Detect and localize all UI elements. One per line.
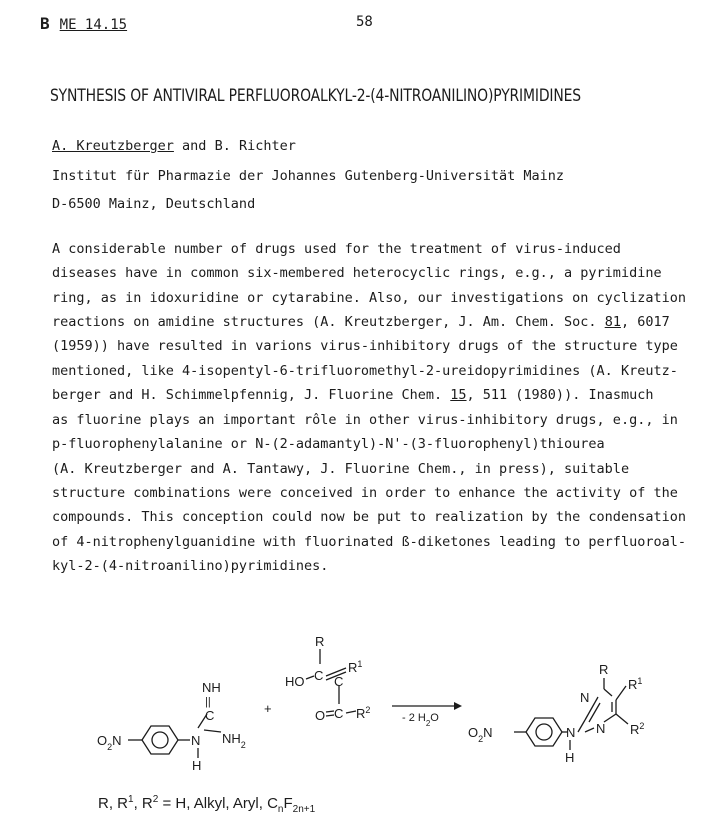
- body-line: (A. Kreutzberger and A. Tantawy, J. Fluorine Chem., in press), suitable: [52, 461, 630, 477]
- body-line: as fluorine plays an important rôle in other virus-inhibitory drugs, e.g., in: [52, 412, 678, 428]
- body-text: berger and H. Schimmelpfennig, J. Fluorine Chem.: [52, 387, 451, 403]
- guanidine-n-label: N: [191, 733, 201, 748]
- body-line: compounds. This conception could now be put to realization by the condensation: [52, 509, 686, 525]
- body-line: A considerable number of drugs used for the treatment of virus-induced: [52, 241, 621, 257]
- subst-f: F: [283, 795, 293, 812]
- product-nitro-label: [468, 725, 493, 744]
- condition-text: - 2 H: [402, 712, 426, 724]
- product-nh-n-label: N: [566, 725, 576, 740]
- diketone-r2-label: [356, 705, 370, 721]
- atom-o: O: [97, 733, 108, 748]
- author-first: A. Kreutzberger: [52, 138, 174, 154]
- r-text: R: [628, 677, 638, 692]
- nh-text: NH: [222, 731, 241, 746]
- amine-nh2-label: [222, 731, 246, 750]
- body-line: structure combinations were conceived in order to enhance the activity of the: [52, 485, 678, 501]
- carbonyl-o-label: O: [315, 708, 326, 723]
- body-text: , 6017: [620, 314, 670, 330]
- diketone-r1-label: [348, 659, 362, 675]
- arrow-head-icon: [454, 702, 462, 710]
- imine-nh-label: NH: [202, 680, 221, 695]
- nitro-group-label: [97, 733, 122, 752]
- arrow-condition-label: [402, 712, 439, 728]
- r-text: R: [356, 706, 366, 721]
- subst-sup2: 2: [152, 794, 159, 805]
- subscript-2: 2: [478, 734, 484, 744]
- body-line: diseases have in common six-membered heterocyclic rings, e.g., a pyrimidine: [52, 265, 662, 281]
- body-line: mentioned, like 4-isopentyl-6-trifluoromethyl-2-ureidopyrimidines (A. Kreutz-: [52, 363, 678, 379]
- carbonyl-carbon-label: C: [334, 706, 344, 721]
- superscript-2: 2: [365, 705, 371, 715]
- substituent-definition: [98, 794, 315, 815]
- subst-comma: , R: [133, 795, 153, 812]
- author-joiner: and: [173, 138, 215, 154]
- body-line: of 4-nitrophenylguanidine with fluorinated ß-diketones leading to perfluoroal-: [52, 534, 686, 550]
- author-second: B. Richter: [214, 138, 296, 154]
- superscript-2: 2: [639, 721, 645, 731]
- product-r1-label: [628, 676, 642, 692]
- ring-n-top-label: N: [580, 690, 590, 705]
- superscript-1: 1: [637, 676, 643, 686]
- volume-number: 81: [604, 314, 621, 330]
- product-r-label: R: [599, 662, 609, 677]
- body-line: ring, as in idoxuridine or cytarabine. Also, our investigations on cyclization: [52, 290, 686, 306]
- paper-title: SYNTHESIS OF ANTIVIRAL PERFLUOROALKYL-2-(4-NITROANILINO)PYRIMIDINES: [50, 86, 581, 106]
- body-line: kyl-2-(4-nitroanilino)pyrimidines.: [52, 558, 329, 574]
- r-text: R: [630, 722, 640, 737]
- condition-o: O: [430, 712, 439, 724]
- subst-values: = H, Alkyl, Aryl, C: [158, 795, 278, 812]
- product-h-label: H: [565, 750, 575, 765]
- enol-carbon-label: C: [314, 668, 324, 683]
- subst-sup1: 1: [128, 794, 134, 805]
- guanidine-h-label: H: [192, 758, 202, 773]
- atom-o: O: [468, 725, 479, 740]
- atom-n: N: [483, 725, 493, 740]
- double-bond-mark: ||: [205, 696, 211, 708]
- subst-r: R, R: [98, 795, 128, 812]
- header-letter: B: [40, 14, 50, 33]
- r-text: R: [348, 660, 358, 675]
- hydroxyl-label: HO: [285, 674, 305, 689]
- atom-n: N: [112, 733, 122, 748]
- page-number: 58: [356, 14, 373, 30]
- affiliation-line-1: Institut für Pharmazie der Johannes Gutenberg-Universität Mainz: [52, 168, 565, 184]
- body-text: reactions on amidine structures (A. Kreutzberger, J. Am. Chem. Soc.: [52, 314, 605, 330]
- header-code: ME 14.15: [59, 17, 128, 33]
- ring-n-bottom-label: N: [596, 721, 606, 736]
- product-r2-label: [630, 721, 644, 737]
- guanidine-carbon-label: C: [205, 708, 215, 723]
- subst-sub-2n1: 2n+1: [292, 804, 316, 815]
- subscript-2: 2: [107, 742, 113, 752]
- volume-number: 15: [450, 387, 467, 403]
- central-carbon-label: C: [334, 674, 344, 689]
- subscript-2: 2: [240, 740, 246, 750]
- body-line: p-fluorophenylalanine or N-(2-adamantyl)-N'-(3-fluorophenyl)thiourea: [52, 436, 605, 452]
- superscript-1: 1: [357, 659, 363, 669]
- affiliation-line-2: D-6500 Mainz, Deutschland: [52, 196, 256, 212]
- subscript-2: 2: [425, 718, 431, 728]
- body-line: (1959)) have resulted in varions virus-inhibitory drugs of the structure type: [52, 338, 678, 354]
- diketone-r-label: R: [315, 634, 325, 649]
- body-text: , 511 (1980)). Inasmuch: [466, 387, 654, 403]
- subst-sub-n: n: [277, 804, 284, 815]
- plus-sign: +: [264, 701, 272, 716]
